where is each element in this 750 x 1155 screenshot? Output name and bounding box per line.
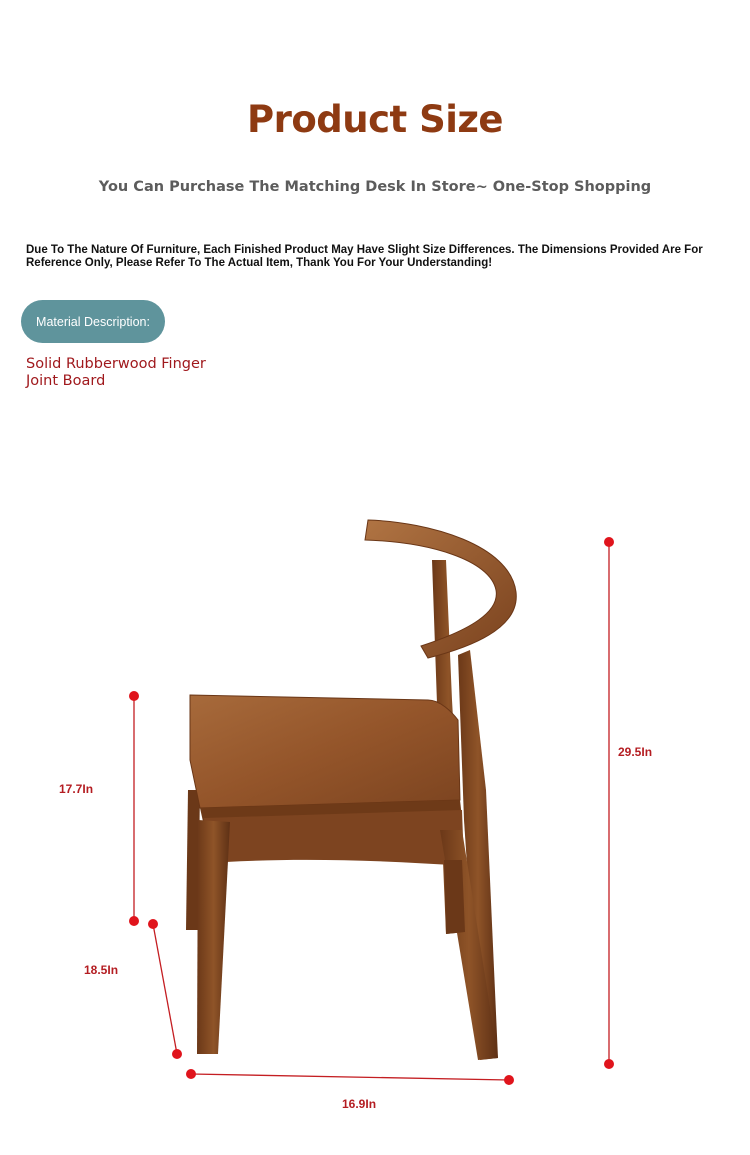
total-height-label: 29.5In — [618, 745, 653, 759]
red-dot-icon — [148, 919, 158, 929]
size-notice: Due To The Nature Of Furniture, Each Finished Product May Have Slight Size Differences. The Dimensions Provided Are For Reference Only, Please Refer To The Actual Item, Thank You For Your Understanding! — [26, 244, 703, 269]
chair-seat — [190, 695, 460, 808]
red-dot-icon — [604, 537, 614, 547]
material-badge-label: Material Description: — [36, 314, 150, 329]
page-subtitle: You Can Purchase The Matching Desk In Store~ One-Stop Shopping — [98, 179, 652, 195]
material-value-line2: Joint Board — [26, 373, 106, 389]
red-dot-icon — [504, 1075, 514, 1085]
front-left-leg — [197, 820, 230, 1054]
red-dot-icon — [129, 691, 139, 701]
depth-label: 18.5In — [84, 963, 119, 977]
red-dot-icon — [129, 916, 139, 926]
red-dot-icon — [604, 1059, 614, 1069]
width-label: 16.9In — [342, 1097, 377, 1111]
chair-apron — [204, 810, 464, 866]
material-value-line1: Solid Rubberwood Finger — [26, 356, 206, 372]
red-dot-icon — [186, 1069, 196, 1079]
seat-height-label: 17.7In — [59, 782, 94, 796]
side-leg — [444, 860, 465, 934]
page-title: Product Size — [246, 98, 504, 141]
red-dot-icon — [172, 1049, 182, 1059]
